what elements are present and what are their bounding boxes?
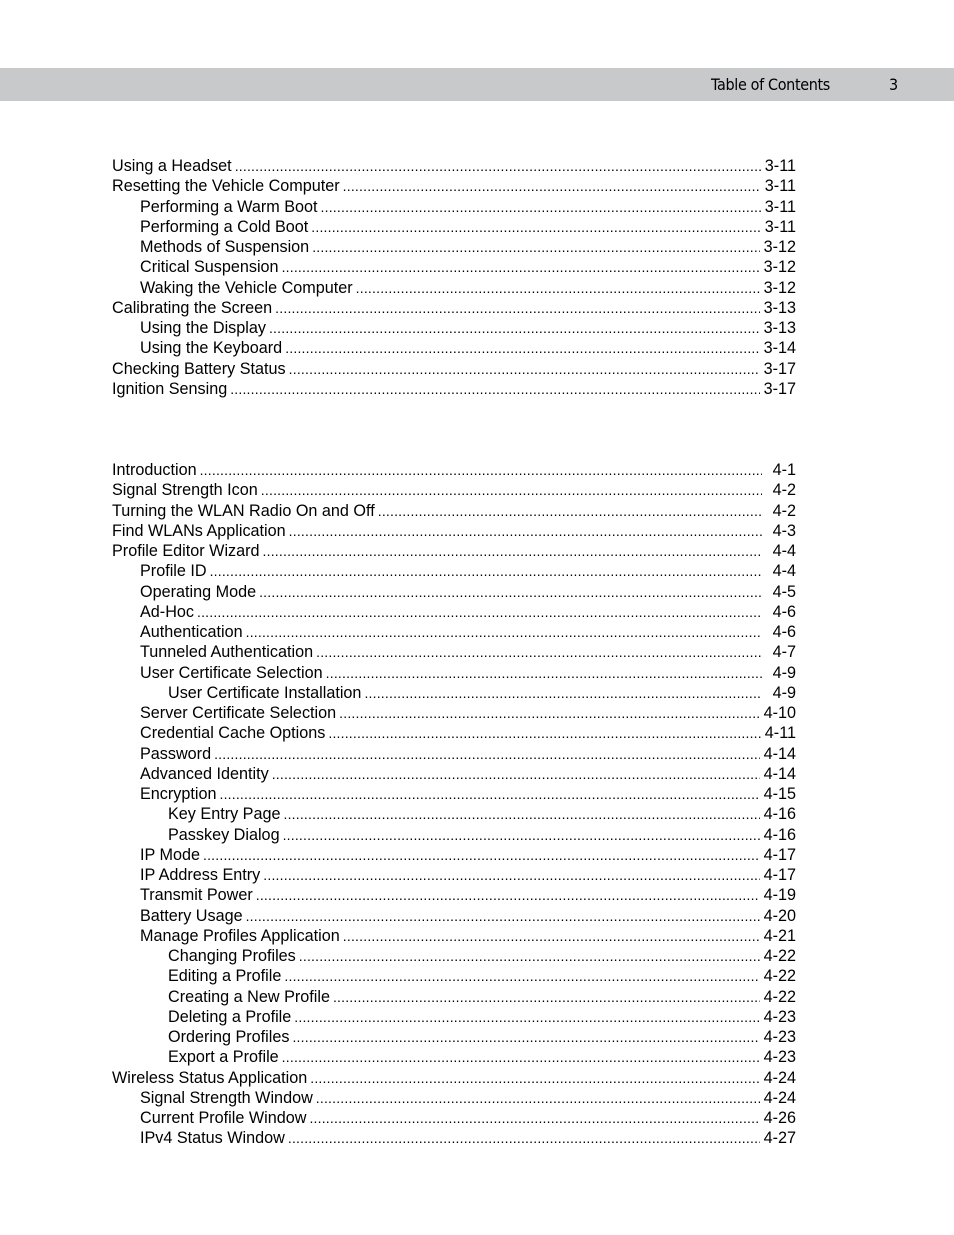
toc-entry-title: Find WLANs Application <box>112 521 286 540</box>
toc-dot-leader <box>282 257 760 277</box>
toc-entry-page: 4-19 <box>763 886 796 905</box>
toc-entry-page: 4-24 <box>763 1068 796 1087</box>
toc-entry-page: 3-11 <box>764 157 796 175</box>
toc-entry-page: 3-12 <box>763 278 796 297</box>
toc-entry[interactable] <box>112 156 796 176</box>
toc-entry-title: Ordering Profiles <box>168 1028 290 1046</box>
toc-entry-title: User Certificate Installation <box>168 683 362 702</box>
toc-dot-leader <box>210 561 762 581</box>
toc-entry-title: Key Entry Page <box>168 805 281 824</box>
toc-entry-title: Ad-Hoc <box>140 602 194 621</box>
toc-entry-title: Transmit Power <box>140 886 253 905</box>
toc-dot-leader <box>263 865 759 885</box>
toc-dot-leader <box>312 237 759 257</box>
toc-dot-leader <box>214 744 760 764</box>
toc-entry[interactable] <box>112 1108 796 1128</box>
toc-dot-leader <box>289 521 762 541</box>
toc-entry[interactable] <box>112 926 796 946</box>
toc-dot-leader <box>311 217 761 237</box>
toc-entry-title: Critical Suspension <box>140 258 279 277</box>
toc-entry-title: Advanced Identity <box>140 764 269 783</box>
toc-entry-page: 4-4 <box>772 562 796 581</box>
toc-entry-title: Signal Strength Window <box>140 1088 313 1107</box>
toc-dot-leader <box>203 845 760 865</box>
toc-dot-leader <box>275 298 759 318</box>
toc-dot-leader <box>333 987 760 1007</box>
toc-entry-title: Battery Usage <box>140 906 243 925</box>
toc-entry-title: Resetting the Vehicle Computer <box>112 177 340 196</box>
toc-entry-title: User Certificate Selection <box>140 663 323 682</box>
toc-entry-title: Introduction <box>112 461 197 479</box>
toc-entry-page: 3-12 <box>763 258 796 277</box>
toc-entry[interactable] <box>112 217 796 237</box>
toc-entry[interactable] <box>112 501 796 521</box>
toc-entry-page: 3-17 <box>763 379 796 398</box>
toc-entry[interactable] <box>112 541 796 561</box>
toc-dot-leader <box>230 379 759 399</box>
toc-dot-leader <box>246 906 760 926</box>
toc-dot-leader <box>343 176 761 196</box>
toc-entry[interactable] <box>112 1128 796 1148</box>
toc-entry[interactable] <box>112 1047 796 1067</box>
toc-entry-title: Changing Profiles <box>168 947 296 965</box>
toc-dot-leader <box>246 622 762 642</box>
toc-dot-leader <box>316 642 762 662</box>
toc-entry-title: Ignition Sensing <box>112 379 228 398</box>
toc-entry-title: Export a Profile <box>168 1048 279 1067</box>
toc-entry[interactable] <box>112 460 796 480</box>
toc-section-1 <box>112 156 796 399</box>
toc-entry-title: IP Address Entry <box>140 866 261 884</box>
toc-entry-page: 3-11 <box>764 217 796 236</box>
toc-entry-title: Creating a New Profile <box>168 987 330 1006</box>
toc-entry-page: 4-6 <box>772 602 796 621</box>
toc-entry-page: 4-11 <box>764 724 796 743</box>
toc-entry[interactable] <box>112 561 796 581</box>
toc-entry[interactable] <box>112 338 796 358</box>
toc-entry[interactable] <box>112 602 796 622</box>
toc-dot-leader <box>288 1128 760 1148</box>
toc-entry[interactable] <box>112 1007 796 1027</box>
toc-entry-title: IP Mode <box>140 845 200 864</box>
toc-entry-title: Passkey Dialog <box>168 825 280 844</box>
toc-dot-leader <box>285 338 759 358</box>
toc-entry-page: 4-2 <box>772 481 796 500</box>
toc-entry-page: 4-26 <box>763 1109 796 1127</box>
toc-dot-leader <box>299 946 760 966</box>
toc-dot-leader <box>259 582 762 602</box>
page-header-title: Table of Contents <box>711 75 830 94</box>
toc-entry-title: Current Profile Window <box>140 1109 307 1127</box>
toc-entry[interactable] <box>112 176 796 196</box>
toc-dot-leader <box>378 501 762 521</box>
toc-entry[interactable] <box>112 703 796 723</box>
toc-entry-title: Turning the WLAN Radio On and Off <box>112 501 375 520</box>
toc-dot-leader <box>261 480 762 500</box>
toc-entry-title: Waking the Vehicle Computer <box>140 278 353 297</box>
toc-entry-title: Calibrating the Screen <box>112 298 273 317</box>
toc-entry-page: 4-14 <box>763 744 796 763</box>
toc-entry-title: Encryption <box>140 785 217 803</box>
toc-entry[interactable] <box>112 1088 796 1108</box>
toc-entry[interactable] <box>112 379 796 399</box>
page-number: 3 <box>889 75 899 94</box>
toc-entry-title: Operating Mode <box>140 582 257 601</box>
toc-entry[interactable] <box>112 642 796 662</box>
toc-entry-page: 3-13 <box>763 298 796 317</box>
toc-entry[interactable] <box>112 865 796 885</box>
toc-dot-leader <box>269 318 760 338</box>
toc-dot-leader <box>272 764 760 784</box>
toc-dot-leader <box>289 359 760 379</box>
toc-entry-page: 4-20 <box>763 906 796 925</box>
toc-dot-leader <box>328 723 760 743</box>
toc-entry[interactable] <box>112 197 796 217</box>
toc-entry-title: Wireless Status Application <box>112 1068 308 1087</box>
toc-entry[interactable] <box>112 764 796 784</box>
toc-entry-page: 4-15 <box>763 785 796 803</box>
toc-dot-leader <box>310 1068 759 1088</box>
toc-entry-page: 4-17 <box>763 866 796 884</box>
toc-entry-page: 4-24 <box>763 1088 796 1107</box>
toc-entry[interactable] <box>112 744 796 764</box>
toc-entry[interactable] <box>112 784 796 804</box>
toc-entry-page: 3-13 <box>763 319 796 337</box>
toc-entry-page: 4-10 <box>763 704 796 722</box>
toc-entry-page: 4-23 <box>763 1048 796 1067</box>
toc-dot-leader <box>282 1047 760 1067</box>
toc-dot-leader <box>292 1027 759 1047</box>
toc-entry-page: 4-2 <box>772 501 796 520</box>
toc-entry-title: Server Certificate Selection <box>140 704 337 722</box>
toc-dot-leader <box>339 703 759 723</box>
toc-dot-leader <box>256 885 760 905</box>
toc-entry-page: 4-22 <box>763 967 796 986</box>
toc-entry[interactable] <box>112 946 796 966</box>
toc-entry-title: Credential Cache Options <box>140 724 326 743</box>
toc-entry[interactable] <box>112 723 796 743</box>
toc-dot-leader <box>283 825 760 845</box>
toc-entry-page: 4-22 <box>763 987 796 1006</box>
toc-entry-page: 4-3 <box>772 521 796 540</box>
toc-entry[interactable] <box>112 885 796 905</box>
toc-entry[interactable] <box>112 622 796 642</box>
toc-dot-leader <box>197 602 762 622</box>
toc-dot-leader <box>316 1088 760 1108</box>
toc-dot-leader <box>263 541 762 561</box>
toc-entry-title: Profile Editor Wizard <box>112 542 260 560</box>
toc-entry-page: 4-16 <box>763 825 796 844</box>
toc-entry[interactable] <box>112 683 796 703</box>
toc-dot-leader <box>326 663 762 683</box>
toc-entry-page: 4-21 <box>763 926 796 945</box>
toc-entry-page: 4-22 <box>763 947 796 965</box>
toc-entry-page: 4-7 <box>772 643 796 662</box>
toc-entry-page: 3-11 <box>764 197 796 216</box>
toc-entry[interactable] <box>112 804 796 824</box>
toc-dot-leader <box>200 460 762 480</box>
toc-dot-leader <box>219 784 759 804</box>
toc-entry-page: 4-6 <box>772 623 796 641</box>
toc-entry[interactable] <box>112 966 796 986</box>
toc-entry-page: 4-23 <box>763 1007 796 1026</box>
toc-entry[interactable] <box>112 359 796 379</box>
toc-entry[interactable] <box>112 480 796 500</box>
toc-entry-page: 4-27 <box>763 1129 796 1148</box>
toc-entry-title: Tunneled Authentication <box>140 643 314 662</box>
toc-entry-page: 4-5 <box>772 582 796 601</box>
toc-entry-page: 4-9 <box>772 663 796 682</box>
toc-entry-title: Performing a Warm Boot <box>140 197 318 216</box>
toc-entry-page: 3-17 <box>763 359 796 378</box>
toc-entry[interactable] <box>112 663 796 683</box>
toc-entry[interactable] <box>112 1027 796 1047</box>
toc-entry-title: Using the Display <box>140 319 266 337</box>
toc-entry-title: Using the Keyboard <box>140 339 283 358</box>
toc-entry-page: 3-11 <box>764 177 796 196</box>
toc-entry-title: Methods of Suspension <box>140 238 310 256</box>
toc-dot-leader <box>343 926 760 946</box>
toc-entry[interactable] <box>112 987 796 1007</box>
toc-entry-page: 4-1 <box>772 461 796 479</box>
toc-dot-leader <box>294 1007 759 1027</box>
toc-entry[interactable] <box>112 825 796 845</box>
toc-entry[interactable] <box>112 845 796 865</box>
toc-entry[interactable] <box>112 318 796 338</box>
toc-dot-leader <box>283 804 759 824</box>
toc-entry-page: 4-9 <box>772 683 796 702</box>
toc-entry[interactable] <box>112 278 796 298</box>
toc-entry-title: Signal Strength Icon <box>112 481 258 500</box>
toc-entry-page: 3-14 <box>763 339 796 358</box>
toc-entry-page: 4-4 <box>772 542 796 560</box>
toc-entry-page: 4-16 <box>763 805 796 824</box>
toc-entry-page: 4-14 <box>763 764 796 783</box>
toc-dot-leader <box>235 156 761 176</box>
toc-dot-leader <box>364 683 762 703</box>
toc-entry-title: Manage Profiles Application <box>140 926 340 945</box>
toc-entry[interactable] <box>112 298 796 318</box>
toc-dot-leader <box>309 1108 759 1128</box>
toc-entry-title: Using a Headset <box>112 157 232 175</box>
toc-entry[interactable] <box>112 237 796 257</box>
toc-section-2 <box>112 460 796 1149</box>
toc-entry-title: Authentication <box>140 623 243 641</box>
toc-entry-title: Password <box>140 744 212 763</box>
toc-entry-title: Deleting a Profile <box>168 1007 292 1026</box>
toc-dot-leader <box>321 197 761 217</box>
toc-entry-title: IPv4 Status Window <box>140 1129 285 1148</box>
toc-entry[interactable] <box>112 257 796 277</box>
toc-entry-page: 4-23 <box>763 1028 796 1046</box>
toc-entry[interactable] <box>112 521 796 541</box>
toc-entry-title: Checking Battery Status <box>112 359 286 378</box>
toc-entry-title: Performing a Cold Boot <box>140 217 309 236</box>
toc-entry-title: Editing a Profile <box>168 967 282 986</box>
toc-dot-leader <box>356 278 760 298</box>
toc-entry[interactable] <box>112 1068 796 1088</box>
toc-entry[interactable] <box>112 582 796 602</box>
toc-entry[interactable] <box>112 906 796 926</box>
toc-entry-title: Profile ID <box>140 562 207 581</box>
toc-entry-page: 4-17 <box>763 845 796 864</box>
toc-entry-page: 3-12 <box>763 238 796 256</box>
toc-dot-leader <box>284 966 759 986</box>
